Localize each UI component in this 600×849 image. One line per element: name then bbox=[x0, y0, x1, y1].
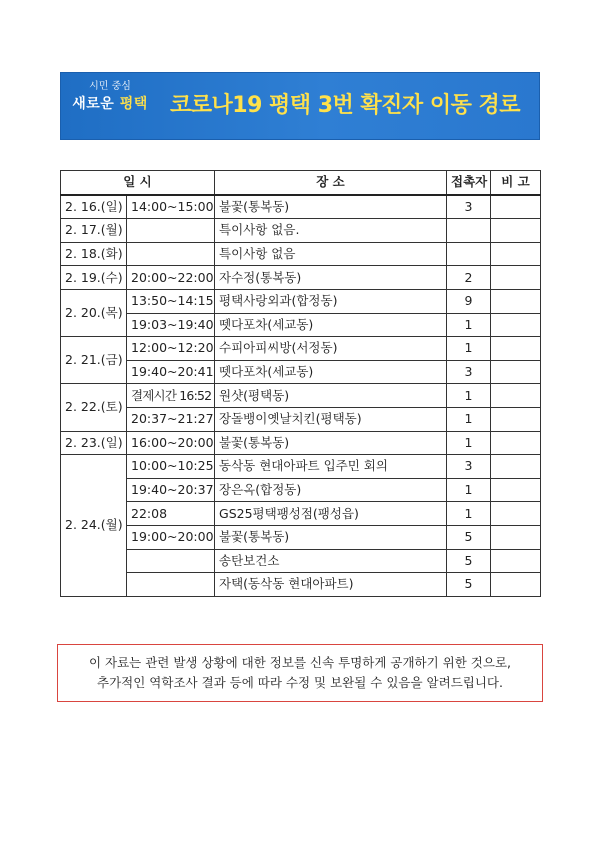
contacts-cell: 1 bbox=[447, 313, 491, 337]
contacts-cell bbox=[447, 242, 491, 266]
table-header-row bbox=[61, 171, 541, 195]
contacts-cell bbox=[447, 219, 491, 243]
time-cell: 19:00~20:00 bbox=[127, 525, 215, 549]
logo-prefix: 새로운 bbox=[72, 96, 120, 112]
table-row bbox=[61, 478, 541, 502]
contacts-cell: 1 bbox=[447, 431, 491, 455]
contacts-cell: 1 bbox=[447, 384, 491, 408]
note-cell bbox=[491, 478, 541, 502]
note-cell bbox=[491, 337, 541, 361]
page-title: 코로나19 평택 3번 확진자 이동 경로 bbox=[170, 93, 520, 118]
place-cell: 불꽃(통복동) bbox=[215, 525, 447, 549]
place-cell: 송탄보건소 bbox=[215, 549, 447, 573]
note-cell bbox=[491, 549, 541, 573]
contacts-cell: 2 bbox=[447, 266, 491, 290]
place-cell: 불꽃(통복동) bbox=[215, 431, 447, 455]
contacts-cell: 5 bbox=[447, 549, 491, 573]
place-cell: 동삭동 현대아파트 입주민 회의 bbox=[215, 455, 447, 479]
table-row bbox=[61, 502, 541, 526]
place-cell: 뗏다포차(세교동) bbox=[215, 313, 447, 337]
time-cell: 10:00~10:25 bbox=[127, 455, 215, 479]
place-cell: 특이사항 없음. bbox=[215, 219, 447, 243]
contacts-cell: 3 bbox=[447, 195, 491, 219]
date-cell: 2. 24.(월) bbox=[61, 455, 127, 597]
contacts-cell: 5 bbox=[447, 573, 491, 597]
note-cell bbox=[491, 219, 541, 243]
time-cell: 16:00~20:00 bbox=[127, 431, 215, 455]
table-row bbox=[61, 573, 541, 597]
table-row bbox=[61, 219, 541, 243]
disclaimer-notice bbox=[57, 644, 543, 702]
city-logo bbox=[62, 80, 158, 114]
date-cell: 2. 23.(일) bbox=[61, 431, 127, 455]
time-cell: 14:00~15:00 bbox=[127, 195, 215, 219]
table-row bbox=[61, 384, 541, 408]
table-row bbox=[61, 525, 541, 549]
contacts-cell: 1 bbox=[447, 478, 491, 502]
note-cell bbox=[491, 266, 541, 290]
contacts-cell: 1 bbox=[447, 407, 491, 431]
contacts-cell: 5 bbox=[447, 525, 491, 549]
place-cell: 원샷(평택동) bbox=[215, 384, 447, 408]
logo-wordmark bbox=[62, 94, 158, 114]
time-cell: 22:08 bbox=[127, 502, 215, 526]
time-cell bbox=[127, 573, 215, 597]
note-cell bbox=[491, 195, 541, 219]
title-banner bbox=[60, 72, 540, 140]
table-row bbox=[61, 360, 541, 384]
note-cell bbox=[491, 525, 541, 549]
contacts-cell: 9 bbox=[447, 289, 491, 313]
place-cell: 자수정(통복동) bbox=[215, 266, 447, 290]
time-cell: 13:50~14:15 bbox=[127, 289, 215, 313]
note-cell bbox=[491, 431, 541, 455]
contacts-cell: 3 bbox=[447, 455, 491, 479]
note-cell bbox=[491, 455, 541, 479]
date-cell: 2. 21.(금) bbox=[61, 337, 127, 384]
time-cell: 20:37~21:27 bbox=[127, 407, 215, 431]
note-cell bbox=[491, 502, 541, 526]
table-row bbox=[61, 313, 541, 337]
time-cell: 12:00~12:20 bbox=[127, 337, 215, 361]
place-cell: 뗏다포차(세교동) bbox=[215, 360, 447, 384]
header-place: 장 소 bbox=[215, 171, 447, 195]
notice-line-2: 추가적인 역학조사 결과 등에 따라 수정 및 보완될 수 있음을 알려드립니다. bbox=[97, 675, 503, 690]
time-cell: 결제시간 16:52 bbox=[127, 384, 215, 408]
place-cell: 평택사랑외과(합정동) bbox=[215, 289, 447, 313]
table-row bbox=[61, 431, 541, 455]
date-cell: 2. 19.(수) bbox=[61, 266, 127, 290]
time-cell: 19:40~20:37 bbox=[127, 478, 215, 502]
contacts-cell: 1 bbox=[447, 502, 491, 526]
time-cell: 20:00~22:00 bbox=[127, 266, 215, 290]
time-cell: 19:40~20:41 bbox=[127, 360, 215, 384]
contacts-cell: 3 bbox=[447, 360, 491, 384]
header-datetime: 일 시 bbox=[61, 171, 215, 195]
table-row bbox=[61, 455, 541, 479]
place-cell: 불꽃(통복동) bbox=[215, 195, 447, 219]
note-cell bbox=[491, 289, 541, 313]
place-cell: 장은옥(합정동) bbox=[215, 478, 447, 502]
time-cell bbox=[127, 242, 215, 266]
table-row bbox=[61, 337, 541, 361]
note-cell bbox=[491, 313, 541, 337]
place-cell: 수피아피씨방(서정동) bbox=[215, 337, 447, 361]
time-cell: 19:03~19:40 bbox=[127, 313, 215, 337]
note-cell bbox=[491, 242, 541, 266]
place-cell: 자택(동삭동 현대아파트) bbox=[215, 573, 447, 597]
table-row bbox=[61, 549, 541, 573]
note-cell bbox=[491, 407, 541, 431]
date-cell: 2. 22.(토) bbox=[61, 384, 127, 431]
date-cell: 2. 16.(일) bbox=[61, 195, 127, 219]
table-row bbox=[61, 195, 541, 219]
date-cell: 2. 17.(월) bbox=[61, 219, 127, 243]
notice-line-1: 이 자료는 관련 발생 상황에 대한 정보를 신속 투명하게 공개하기 위한 것으로, bbox=[88, 655, 511, 670]
time-cell bbox=[127, 219, 215, 243]
place-cell: 장돌뱅이옛날치킨(평택동) bbox=[215, 407, 447, 431]
table-row bbox=[61, 242, 541, 266]
table-row bbox=[61, 289, 541, 313]
header-contacts: 접촉자 bbox=[447, 171, 491, 195]
logo-tagline: 시민 중심 bbox=[89, 81, 131, 92]
movement-route-table bbox=[60, 170, 541, 597]
header-note: 비 고 bbox=[491, 171, 541, 195]
contacts-cell: 1 bbox=[447, 337, 491, 361]
time-cell bbox=[127, 549, 215, 573]
note-cell bbox=[491, 360, 541, 384]
logo-highlight: 평택 bbox=[119, 96, 148, 112]
table-row bbox=[61, 266, 541, 290]
place-cell: 특이사항 없음 bbox=[215, 242, 447, 266]
place-cell: GS25평택팽성점(팽성읍) bbox=[215, 502, 447, 526]
table-row bbox=[61, 407, 541, 431]
date-cell: 2. 18.(화) bbox=[61, 242, 127, 266]
note-cell bbox=[491, 573, 541, 597]
note-cell bbox=[491, 384, 541, 408]
date-cell: 2. 20.(목) bbox=[61, 289, 127, 336]
